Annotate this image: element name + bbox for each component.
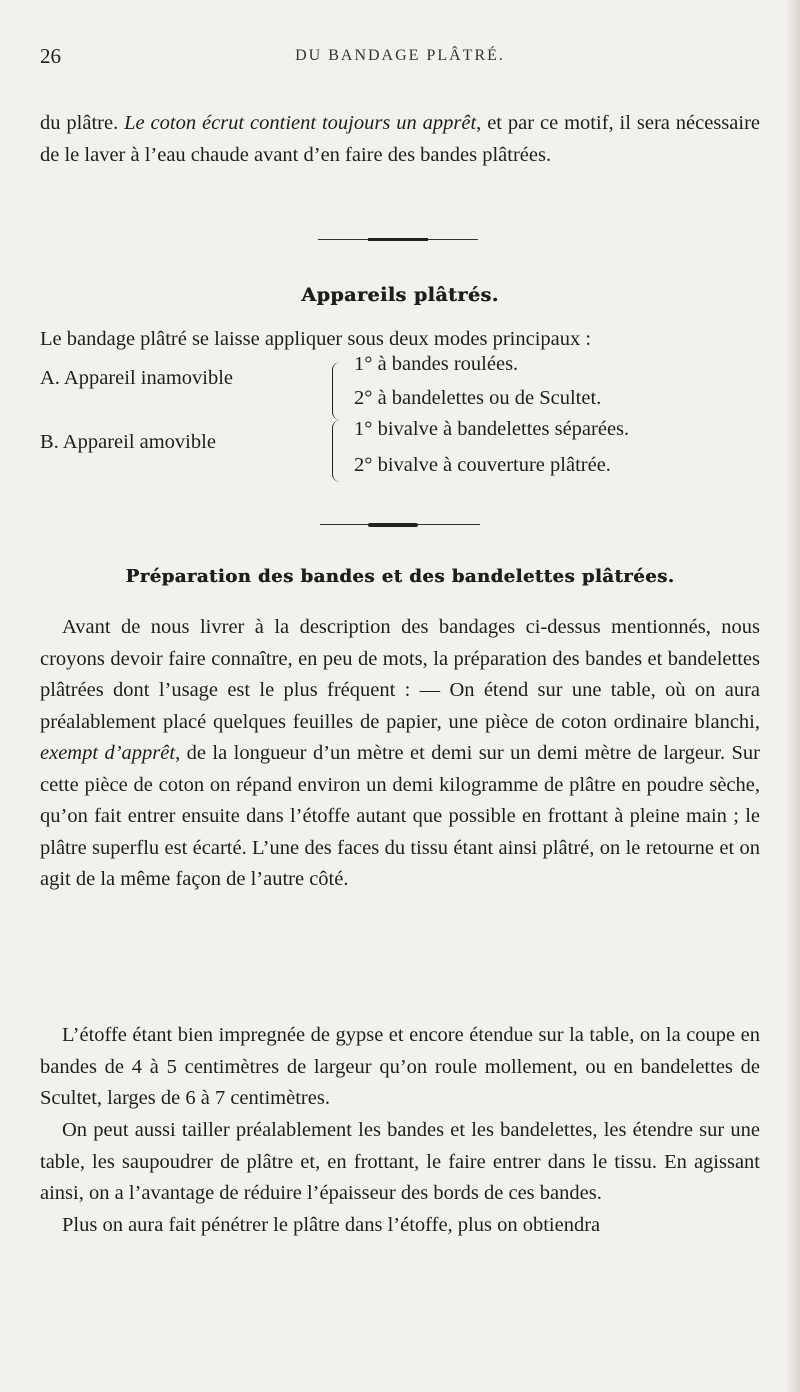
p1-text-italic: exempt d’apprêt	[40, 742, 176, 764]
separator-rule	[318, 239, 478, 240]
group-a-item-1: 1° à bandes roulées.	[354, 353, 519, 375]
p1-text-start: Avant de nous livrer à la description des bandages ci-dessus mentionnés, nous croyons devoir faire connaître, en peu de mots, la préparation des bandes et bandelettes plâtrées dont l’usage est le plus fréquent : — On étend sur une table, où on aura préalablement placé quelques feuilles de papier, une pièce de coton ordinaire blanchi,	[40, 616, 760, 733]
group-a-item-2: 2° à bandelettes ou de Scultet.	[354, 387, 602, 409]
page-number: 26	[40, 44, 61, 68]
intro-text-end: , et par ce motif, il sera nécessaire de le laver à l’eau chaude avant d’en faire des bandes plâtrées.	[40, 112, 760, 166]
p2-text: L’étoffe étant bien impregnée de gypse et encore étendue sur la table, on la coupe en bandes de 4 à 5 centimètres de largeur qu’on roule mollement, ou en bandelettes de Scultet, larges de 6 à 7 centimètres.	[40, 1024, 760, 1109]
ornament-rule	[320, 524, 480, 525]
bracket-b	[332, 420, 343, 482]
running-head	[40, 44, 760, 74]
page-edge-shadow	[786, 0, 800, 1392]
intro-text-start: du plâtre.	[40, 112, 125, 134]
group-b-label: B. Appareil amovible	[40, 431, 216, 453]
group-b-item-1: 1° bivalve à bandelettes séparées.	[354, 418, 630, 440]
intro-paragraph	[40, 108, 760, 171]
section2-paragraph-4	[40, 1210, 760, 1242]
bracket-a	[332, 362, 343, 420]
section-heading-appareils: Appareils plâtrés.	[301, 284, 499, 306]
section2-paragraph-3	[40, 1115, 760, 1210]
section1-lead: Le bandage plâtré se laisse appliquer sous deux modes principaux :	[40, 328, 592, 350]
p1-text-end: , de la longueur d’un mètre et demi sur un demi mètre de largeur. Sur cette pièce de coton on répand environ un demi kilogramme de plâtre en poudre sèche, qu’on fait entrer ensuite dans l’étoffe autant que possible en frottant à pleine main ; le plâtre superflu est écarté. L’une des faces du tissu étant ainsi plâtré, on le retourne et on agit de la même façon de l’autre côté.	[40, 742, 760, 890]
section2-paragraph-2	[40, 1020, 760, 1115]
p4-text: Plus on aura fait pénétrer le plâtre dans l’étoffe, plus on obtiendra	[62, 1214, 601, 1236]
section2-paragraph-1	[40, 612, 760, 896]
group-b-item-2: 2° bivalve à couverture plâtrée.	[354, 454, 611, 476]
p3-text: On peut aussi tailler préalablement les bandes et les bandelettes, les étendre sur une table, les saupoudrer de plâtre et, en frottant, le faire entrer dans le tissu. En agissant ainsi, on a l’avantage de réduire l’épaisseur des bords de ces bandes.	[40, 1119, 760, 1204]
group-a-label: A. Appareil inamovible	[40, 367, 233, 389]
running-title: DU BANDAGE PLÂTRÉ.	[295, 47, 505, 64]
intro-text-italic: Le coton écrut contient toujours un apprêt	[124, 112, 477, 134]
section-heading-preparation: Préparation des bandes et des bandelettes plâtrées.	[125, 566, 675, 587]
